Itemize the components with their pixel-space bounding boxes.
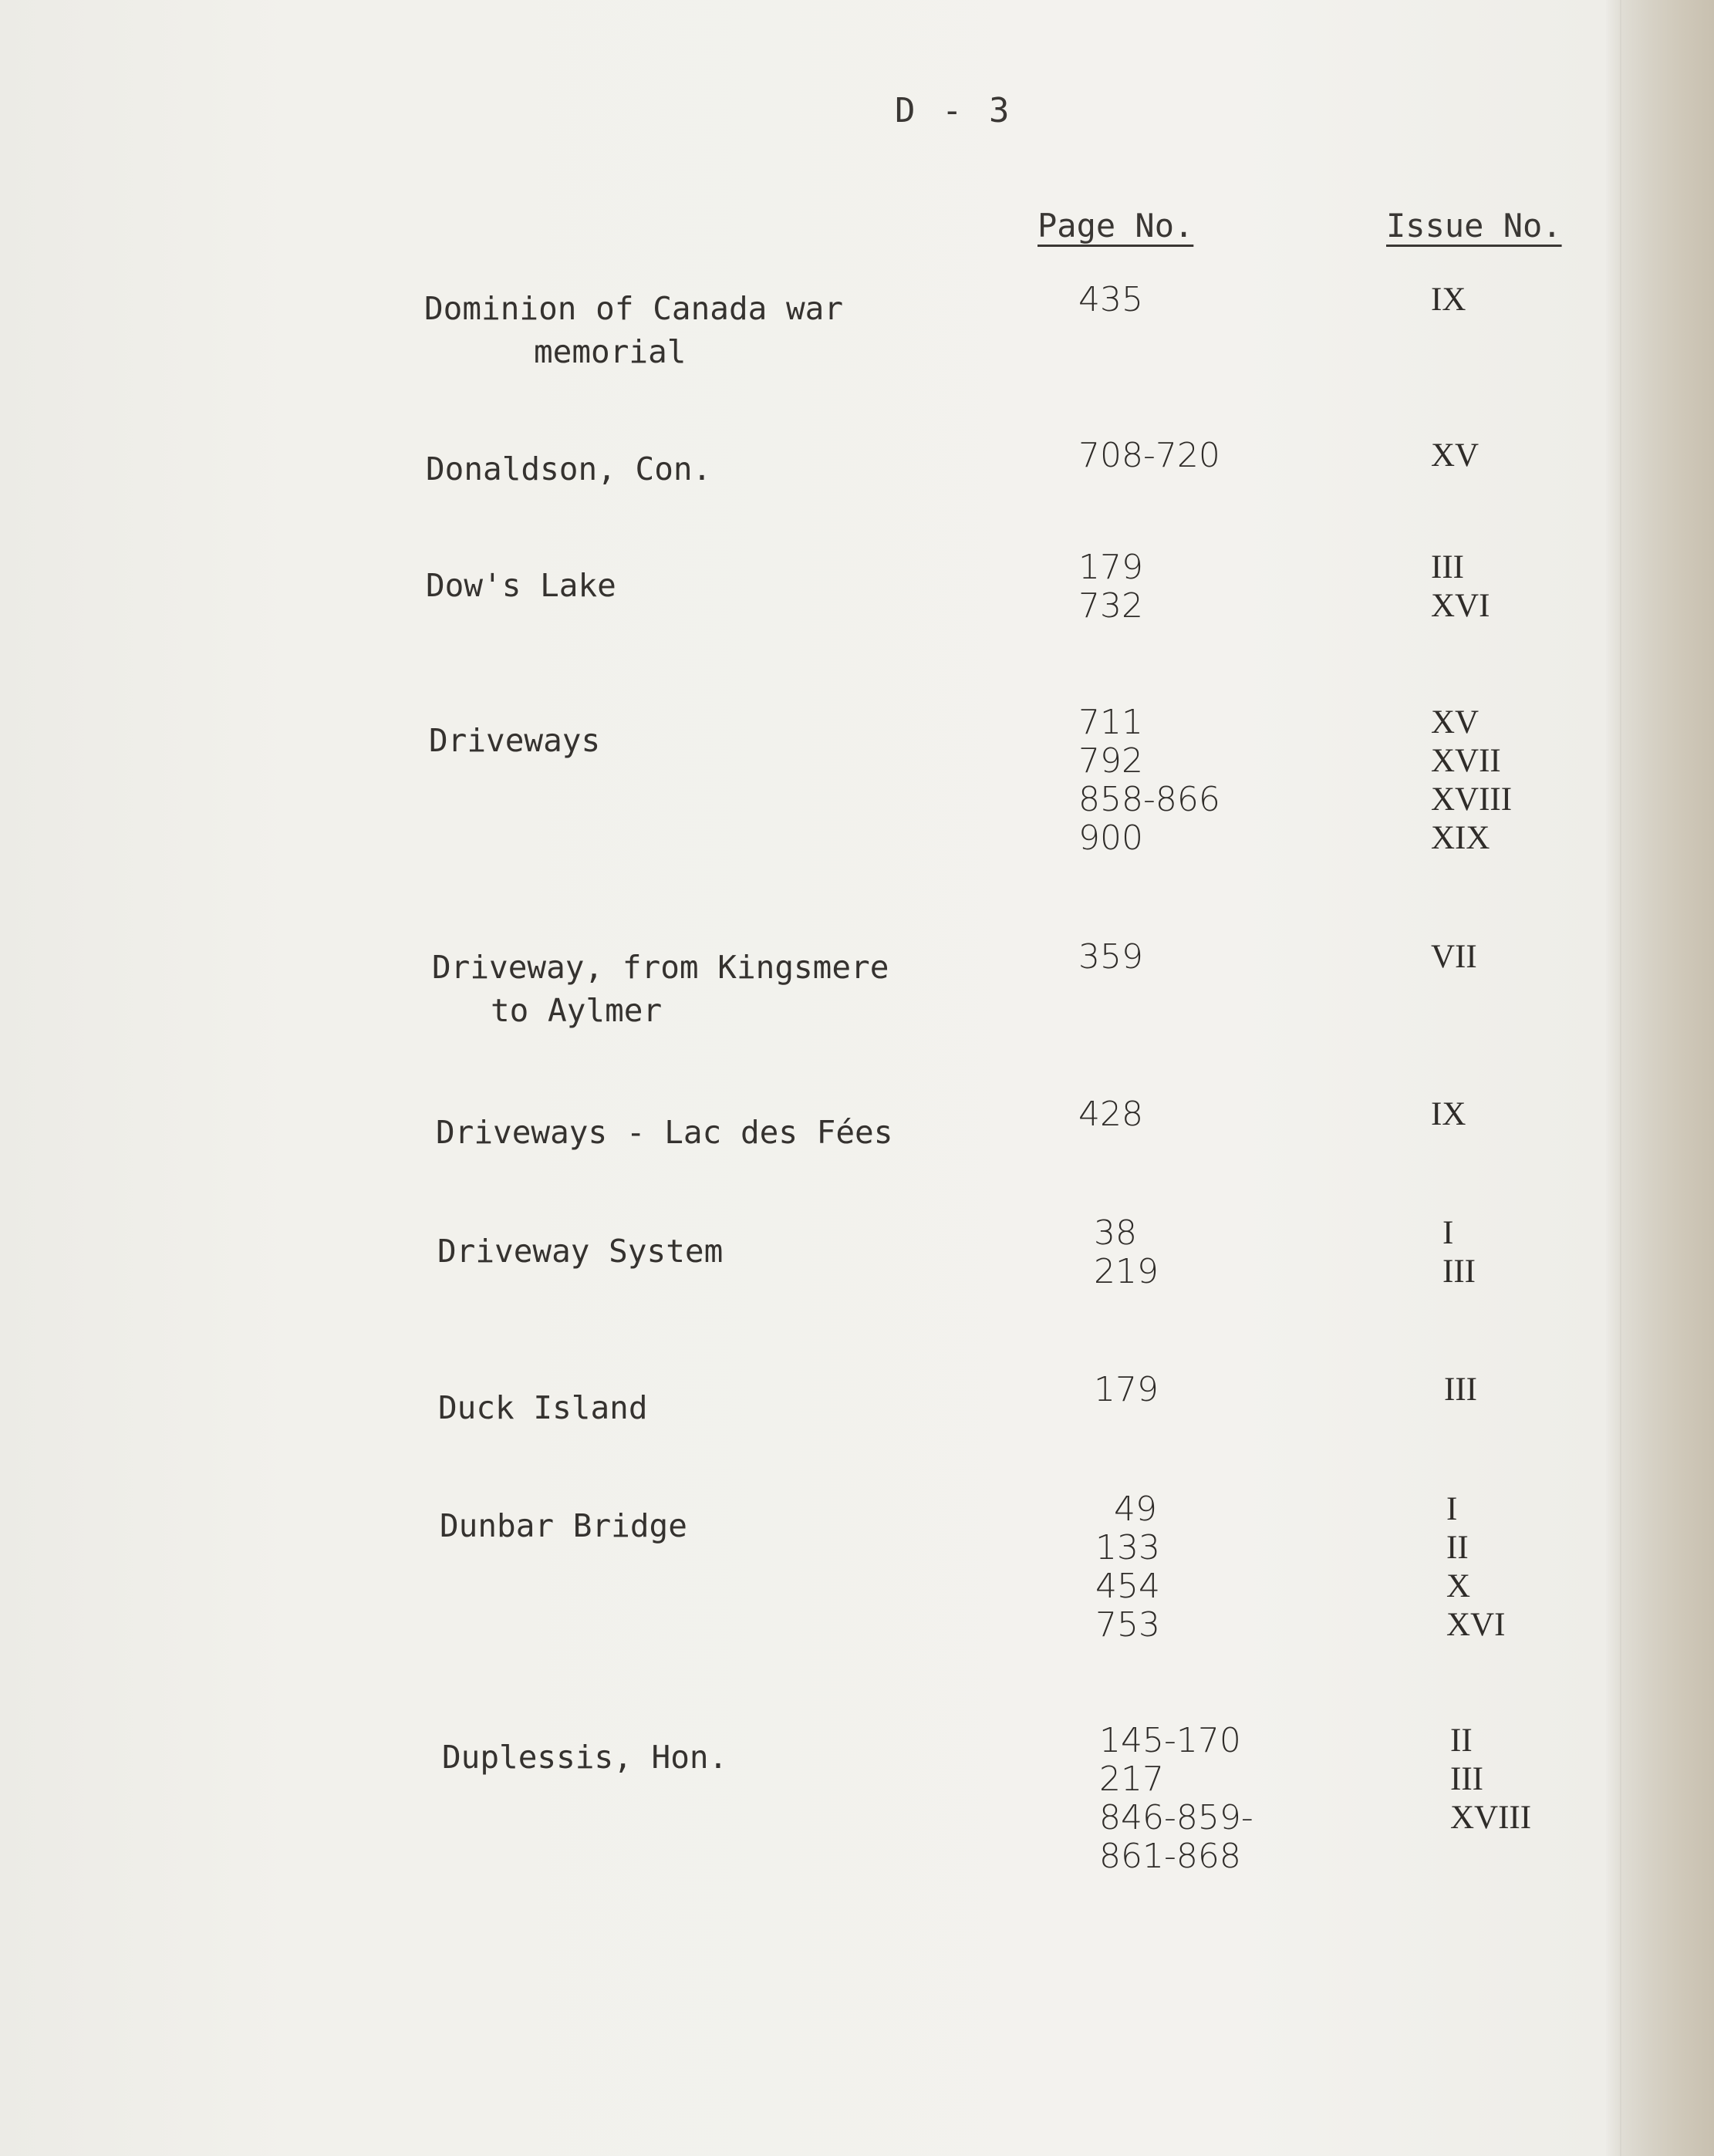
entry-issues: I II X XVI (1446, 1491, 1506, 1643)
entry-issues: IX (1431, 1096, 1466, 1132)
entry-subject: Dunbar Bridge (440, 1507, 687, 1544)
entry-issues: XV (1431, 437, 1480, 474)
entry-issues: II III XVIII (1450, 1722, 1532, 1836)
entry-pages: 435 (1078, 280, 1143, 319)
entry-pages: 711 792 858-866 900 (1078, 703, 1220, 858)
entry-subject: Dominion of Canada war memorial (424, 290, 844, 370)
entry-subject: Driveway, from Kingsmere to Aylmer (432, 949, 889, 1029)
entry-issues: III (1444, 1372, 1477, 1408)
entry-issues: III XVI (1431, 549, 1490, 624)
entry-subject: Driveway System (437, 1233, 724, 1270)
entry-issues: VII (1431, 939, 1477, 975)
entry-pages: 49 133 454 753 (1095, 1490, 1160, 1645)
entry-issues: I III (1442, 1215, 1476, 1290)
entry-pages: 179 (1094, 1370, 1159, 1409)
entry-subject: Duplessis, Hon. (442, 1739, 728, 1776)
column-header-page-no: Page No. (1038, 207, 1194, 245)
column-header-issue-no: Issue No. (1386, 207, 1562, 245)
entry-subject: Driveways - Lac des Fées (436, 1114, 893, 1151)
entry-pages: 145-170 217 846-859- 861-868 (1099, 1721, 1253, 1876)
entry-pages: 359 (1078, 937, 1143, 977)
entry-subject: Duck Island (438, 1389, 648, 1426)
entry-issues: XV XVII XVIII XIX (1431, 704, 1513, 856)
entry-subject: Driveways (429, 722, 601, 759)
entry-pages: 38 219 (1094, 1213, 1159, 1291)
entry-pages: 708-720 (1078, 436, 1220, 475)
entry-issues: IX (1431, 282, 1466, 318)
entry-pages: 428 (1078, 1095, 1143, 1134)
entry-subject: Dow's Lake (426, 567, 616, 604)
page-edge-shadow (1606, 0, 1714, 2156)
entry-pages: 179 732 (1078, 548, 1143, 626)
page-number: D - 3 (895, 91, 1013, 130)
entry-subject: Donaldson, Con. (426, 450, 712, 488)
